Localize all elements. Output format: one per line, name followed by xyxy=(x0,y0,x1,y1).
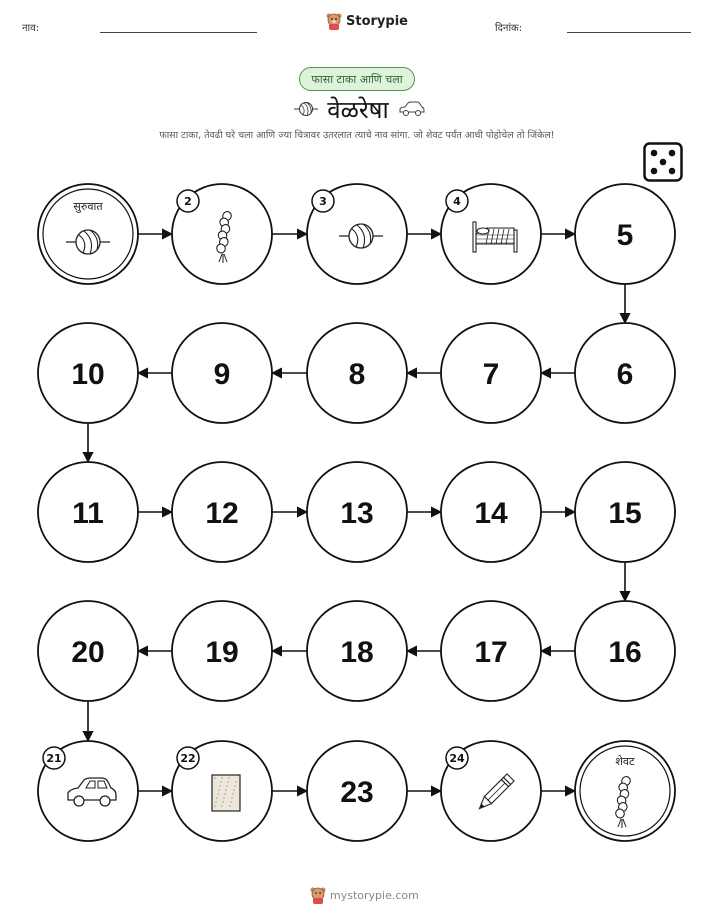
cell-number: 13 xyxy=(340,497,374,530)
cell-number: 5 xyxy=(616,219,634,252)
cell-number: 20 xyxy=(71,636,105,669)
bear-mascot-icon xyxy=(310,886,326,904)
board-cell-19[interactable] xyxy=(172,601,272,701)
paper-icon xyxy=(212,775,240,811)
board-cell-15[interactable] xyxy=(575,462,675,562)
board-cell-24[interactable] xyxy=(441,741,541,841)
cell-number: 8 xyxy=(348,358,366,391)
cell-number: 16 xyxy=(608,636,642,669)
board-cell-2[interactable] xyxy=(172,184,272,284)
name-label: नाव: xyxy=(22,23,40,34)
end-cell[interactable] xyxy=(575,741,675,841)
cell-number-badge-text: 24 xyxy=(449,752,465,765)
cell-number: 11 xyxy=(72,497,104,530)
board-cell-12[interactable] xyxy=(172,462,272,562)
cell-number: 15 xyxy=(608,497,642,530)
board-cell-7[interactable] xyxy=(441,323,541,423)
instructions: फासा टाका, तेवढी घरे चला आणि ज्या चित्रावर उतरलात त्याचे नाव सांगा. जो शेवट पर्यंत आधी पोहोचेल तो जिंकेल! xyxy=(159,130,555,141)
board-cell-8[interactable] xyxy=(307,323,407,423)
cell-number: 6 xyxy=(616,358,634,391)
brand-name: Storypie xyxy=(346,13,408,29)
end-label: शेवट xyxy=(615,755,635,768)
board-cell-5[interactable] xyxy=(575,184,675,284)
board-cell-4[interactable] xyxy=(441,184,541,284)
board-cell-22[interactable] xyxy=(172,741,272,841)
board-cell-10[interactable] xyxy=(38,323,138,423)
start-label: सुरुवात xyxy=(73,200,103,213)
page-title: वेळरेषा xyxy=(327,95,389,124)
board-cell-18[interactable] xyxy=(307,601,407,701)
cell-number: 9 xyxy=(213,358,231,391)
cell-number-badge-text: 2 xyxy=(184,195,192,208)
footer xyxy=(310,886,419,904)
cell-number: 23 xyxy=(340,776,374,809)
cell-number: 14 xyxy=(474,497,508,530)
cell-number: 12 xyxy=(205,497,239,530)
cell-number: 10 xyxy=(71,358,105,391)
cell-number: 19 xyxy=(205,636,239,669)
board-cell-14[interactable] xyxy=(441,462,541,562)
cell-number-badge-text: 3 xyxy=(319,195,327,208)
cell-number-badge-text: 22 xyxy=(180,752,196,765)
board-cell-9[interactable] xyxy=(172,323,272,423)
cell-number: 7 xyxy=(482,358,500,391)
start-cell[interactable] xyxy=(38,184,138,284)
board-cell-6[interactable] xyxy=(575,323,675,423)
board-cell-21[interactable] xyxy=(38,741,138,841)
cell-number: 18 xyxy=(340,636,374,669)
board-cell-11[interactable] xyxy=(38,462,138,562)
cell-number-badge-text: 4 xyxy=(453,195,461,208)
subtitle-pill: फासा टाका आणि चला xyxy=(299,67,415,91)
board-cell-23[interactable] xyxy=(307,741,407,841)
board-cell-17[interactable] xyxy=(441,601,541,701)
board-cell-13[interactable] xyxy=(307,462,407,562)
board-cell-16[interactable] xyxy=(575,601,675,701)
cell-number-badge-text: 21 xyxy=(46,752,62,765)
board-cell-20[interactable] xyxy=(38,601,138,701)
cell-number: 17 xyxy=(474,636,508,669)
board-cell-3[interactable] xyxy=(307,184,407,284)
footer-url[interactable]: mystorypie.com xyxy=(330,888,419,902)
date-label: दिनांक: xyxy=(495,23,523,34)
